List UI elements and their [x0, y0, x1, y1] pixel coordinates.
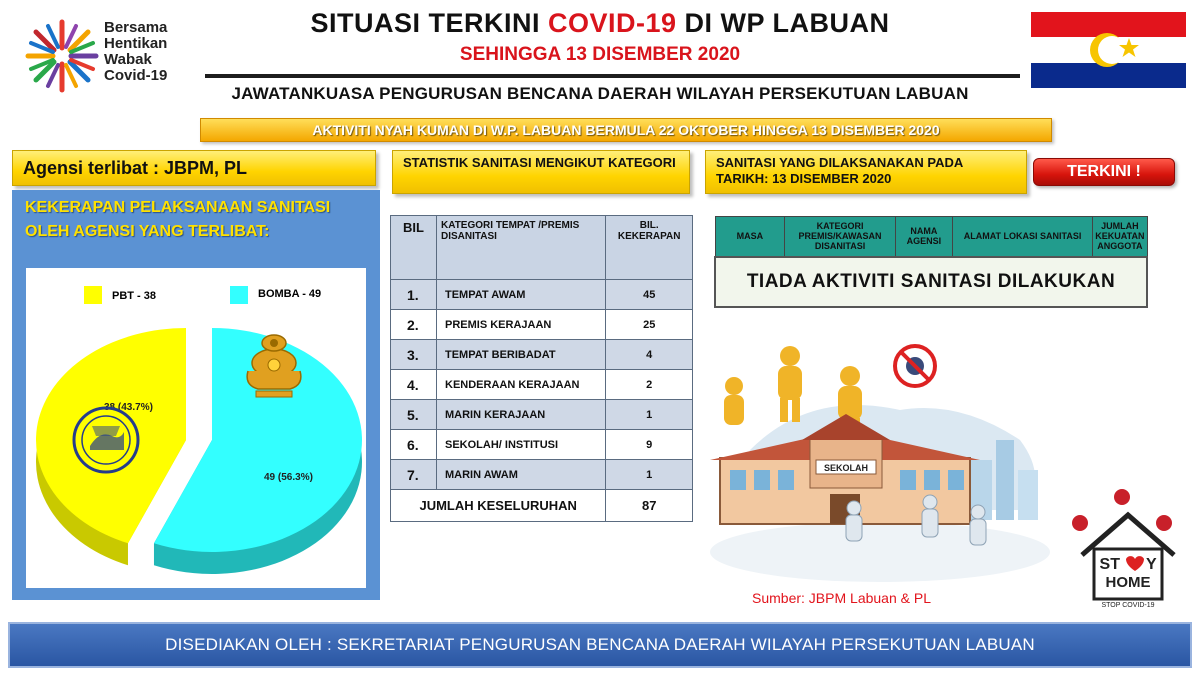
header-kategori-premis: KATEGORI PREMIS/KAWASAN DISANITASI: [785, 217, 896, 257]
logo-text: [104, 20, 167, 84]
sanitasi-message-row: [715, 257, 1147, 307]
stayhome-y: Y: [1146, 556, 1157, 573]
footer-banner: DISEDIAKAN OLEH : SEKRETARIAT PENGURUSAN BENCANA DAERAH WILAYAH PERSEKUTUAN LABUAN: [8, 622, 1192, 668]
stayhome-home: HOME: [1105, 574, 1151, 591]
no-activity-message: TIADA AKTIVITI SANITASI DILAKUKAN: [715, 257, 1147, 307]
logo-line: Bersama: [104, 19, 168, 36]
row-kategori: TEMPAT BERIBADAT: [437, 340, 606, 370]
page-subtitle: SEHINGGA 13 DISEMBER 2020: [459, 44, 741, 65]
table-row: [391, 430, 693, 460]
table-row: [391, 460, 693, 490]
logo-line: Hentikan: [104, 35, 168, 52]
pie-data-label-bomba: 49 (56.3%): [264, 472, 313, 483]
header-bil: BIL: [391, 216, 437, 280]
row-kategori: MARIN KERAJAAN: [437, 400, 606, 430]
title-suffix: DI WP LABUAN: [676, 8, 890, 38]
terkini-button[interactable]: TERKINI !: [1033, 158, 1175, 186]
header-kekerapan: BIL. KEKERAPAN: [606, 216, 693, 280]
row-kekerapan: 4: [606, 340, 693, 370]
logo-line: Wabak: [104, 51, 152, 68]
row-bil: 6.: [391, 430, 437, 460]
title-prefix: SITUASI TERKINI: [310, 8, 548, 38]
row-kekerapan: 45: [606, 280, 693, 310]
legend-swatch-pbt: [84, 286, 102, 304]
total-value: 87: [606, 490, 693, 522]
labuan-flag-icon: [1031, 12, 1186, 88]
sanitation-illustration: [690, 330, 1070, 588]
row-kategori: SEKOLAH/ INSTITUSI: [437, 430, 606, 460]
pie-heading: KEKERAPAN PELAKSANAAN SANITASI OLEH AGENSI YANG TERLIBAT:: [25, 199, 331, 240]
statistik-label: STATISTIK SANITASI MENGIKUT KATEGORI: [392, 150, 690, 194]
row-bil: 5.: [391, 400, 437, 430]
table-row: [391, 310, 693, 340]
total-label: JUMLAH KESELURUHAN: [391, 490, 606, 522]
table-total-row: [391, 490, 693, 522]
table-header-row: [391, 216, 693, 280]
stayhome-tagline: STOP COVID-19: [1101, 602, 1155, 609]
legend-swatch-bomba: [230, 286, 248, 304]
row-kategori: KENDERAAN KERAJAAN: [437, 370, 606, 400]
table-row: [391, 340, 693, 370]
source-note: Sumber: JBPM Labuan & PL: [752, 590, 931, 606]
stay-home-icon: [1068, 485, 1186, 613]
row-kategori: MARIN AWAM: [437, 460, 606, 490]
header-masa: MASA: [715, 217, 785, 257]
row-kekerapan: 9: [606, 430, 693, 460]
logo-line: Covid-19: [104, 67, 168, 84]
header-nama-agensi: NAMA AGENSI: [895, 217, 952, 257]
legend-label-bomba: BOMBA - 49: [258, 288, 322, 300]
table-row: [391, 400, 693, 430]
school-sign: SEKOLAH: [823, 463, 869, 473]
row-bil: 4.: [391, 370, 437, 400]
row-kekerapan: 1: [606, 400, 693, 430]
activity-banner: AKTIVITI NYAH KUMAN DI W.P. LABUAN BERMULA 22 OKTOBER HINGGA 13 DISEMBER 2020: [200, 118, 1052, 142]
row-bil: 1.: [391, 280, 437, 310]
header-alamat: ALAMAT LOKASI SANITASI: [952, 217, 1092, 257]
page-title: [230, 8, 970, 39]
row-kategori: TEMPAT AWAM: [437, 280, 606, 310]
header-kategori: KATEGORI TEMPAT /PREMIS DISANITASI: [437, 216, 606, 280]
header-jumlah-anggota: JUMLAH KEKUATAN ANGGOTA: [1093, 217, 1147, 257]
title-highlight: COVID-19: [547, 8, 677, 38]
pie-chart: [26, 268, 366, 588]
row-kekerapan: 25: [606, 310, 693, 340]
row-bil: 3.: [391, 340, 437, 370]
row-kekerapan: 2: [606, 370, 693, 400]
sanitasi-table: [714, 216, 1148, 308]
virus-icon: [1072, 489, 1172, 531]
row-bil: 2.: [391, 310, 437, 340]
header-divider: [205, 74, 1020, 78]
sanitasi-header-row: [715, 217, 1147, 257]
sanitasi-date-label: SANITASI YANG DILAKSANAKAN PADA TARIKH: 13 DISEMBER 2020: [705, 150, 1027, 194]
row-kekerapan: 1: [606, 460, 693, 490]
statistik-table: [390, 215, 693, 522]
committee-heading: JAWATANKUASA PENGURUSAN BENCANA DAERAH WILAYAH PERSEKUTUAN LABUAN: [231, 84, 969, 103]
pie-data-label-pbt: 38 (43.7%): [104, 402, 153, 413]
row-bil: 7.: [391, 460, 437, 490]
table-row: [391, 370, 693, 400]
agensi-label: Agensi terlibat : JBPM, PL: [12, 150, 376, 186]
logo-burst-icon: [28, 22, 96, 90]
stayhome-st: ST: [1099, 556, 1120, 573]
legend-label-pbt: PBT - 38: [112, 290, 157, 302]
row-kategori: PREMIS KERAJAAN: [437, 310, 606, 340]
table-row: [391, 280, 693, 310]
